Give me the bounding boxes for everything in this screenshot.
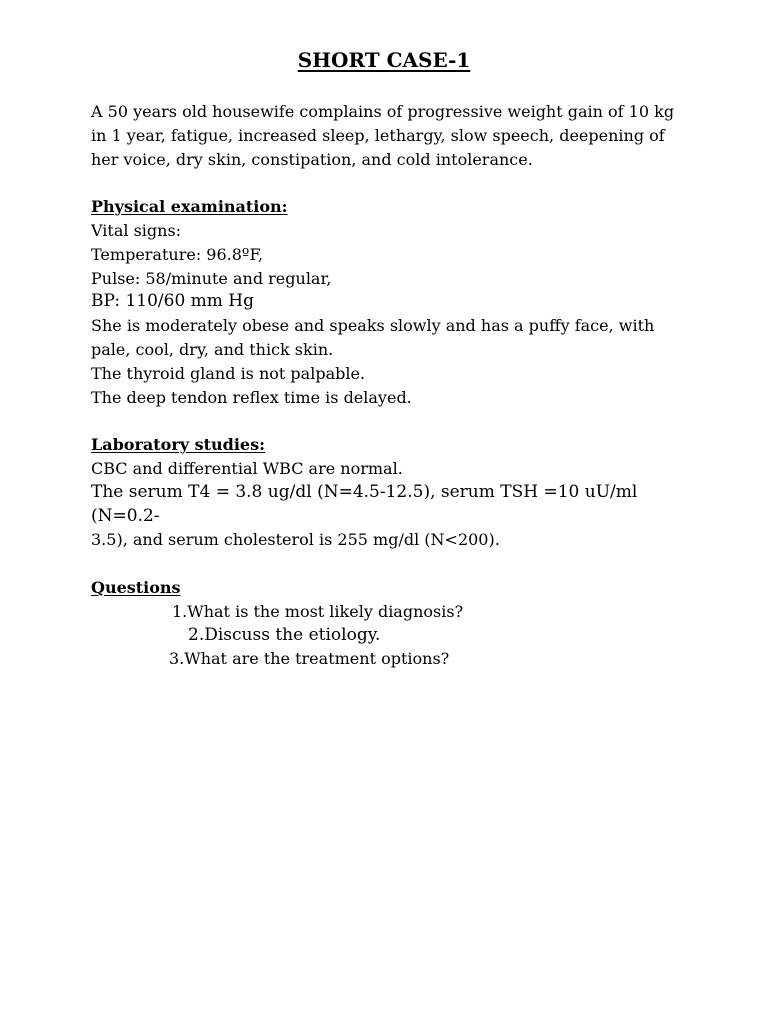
lab-line: CBC and differential WBC are normal. [91,458,403,478]
exam-line: BP: 110/60 mm Hg [91,291,255,312]
physical-exam-heading: Physical examination: [91,197,288,217]
page-title: SHORT CASE-1 [297,48,471,72]
exam-line: She is moderately obese and speaks slowly and has a puffy face, with [91,316,655,336]
history-line: in 1 year, fatigue, increased sleep, lethargy, slow speech, deepening of [91,125,665,145]
exam-line: The deep tendon reflex time is delayed. [91,387,412,407]
question-item: 1.What is the most likely diagnosis? [172,601,464,621]
history-line: A 50 years old housewife complains of progressive weight gain of 10 kg [91,102,675,121]
case-body [91,100,691,671]
question-item: 2.Discuss the etiology. [188,624,381,645]
history-line: her voice, dry skin, constipation, and cold intolerance. [91,149,533,169]
question-item: 3.What are the treatment options? [169,649,450,669]
lab-line: The serum T4 = 3.8 ug/dl (N=4.5-12.5), serum TSH =10 uU/ml (N=0.2- [91,481,638,526]
exam-line: pale, cool, dry, and thick skin. [91,339,334,359]
lab-line: 3.5), and serum cholesterol is 255 mg/dl (N<200). [91,530,500,550]
lab-studies-heading: Laboratory studies: [91,435,266,455]
questions-heading: Questions [91,577,181,597]
exam-line: The thyroid gland is not palpable. [91,363,366,383]
exam-line: Temperature: 96.8ºF, [91,244,264,264]
exam-line: Vital signs: [91,220,182,240]
exam-line: Pulse: 58/minute and regular, [91,268,332,288]
